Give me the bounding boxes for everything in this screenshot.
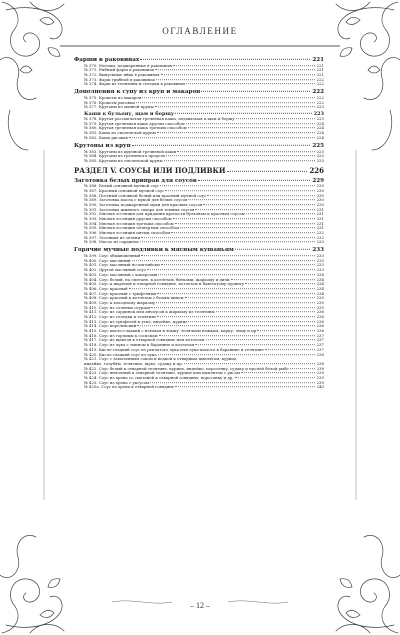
dot-leader [173, 218, 315, 219]
dot-leader [198, 179, 311, 180]
entry-page-number: 233 [316, 262, 324, 268]
section-heading[interactable] [74, 57, 324, 64]
toc-entry[interactable] [74, 159, 324, 164]
toc-entry[interactable] [74, 82, 324, 87]
entry-page-number: 239 [316, 370, 324, 376]
dot-leader [159, 335, 315, 336]
entry-page-number: 235 [316, 295, 324, 301]
entry-page-number: 239 [316, 379, 324, 385]
entry-page-number: 222 [316, 99, 324, 105]
dot-leader [175, 387, 314, 388]
toc-entry[interactable] [74, 240, 324, 245]
entry-title: № 401. Соус масляный по-английски [84, 263, 160, 268]
entry-page-number: 234 [316, 290, 324, 296]
entry-page-number: 236 [316, 309, 324, 315]
entry-title: № 419. Кисло-сладкий соус из репчатого лука или лука-шалота к баранине и телятине [84, 347, 264, 352]
entry-title: № 408. Соус красный к котлетам с белым вином [84, 296, 184, 301]
entry-title: № 388. Постный основной белый или красный мучной соус [84, 193, 207, 198]
dot-leader [158, 274, 314, 275]
entry-title: № 378. Крутая рассыпчатая гречневая каша, подаваемая к щам и борщу [84, 117, 235, 122]
dot-leader [236, 118, 315, 119]
corner-flourish-icon [0, 535, 64, 633]
entry-title: № 409. Соус к холодному жаркому [84, 300, 156, 305]
entry-title: № 393. Мясная эссенция другим способом [84, 216, 172, 221]
dot-leader [173, 65, 314, 66]
entry-title: № 400. Соус масляный [84, 258, 131, 263]
entry-page-number: 230 [316, 201, 324, 207]
section-heading[interactable] [74, 89, 324, 96]
entry-title: № 392. Мясная эссенция для придания крепости бульонам и красным соусам [84, 212, 245, 217]
entry-title: № 407. Соус красный с трюфелями [84, 291, 157, 296]
entry-page-number: 222 [316, 76, 324, 82]
entry-title: № 416. Соус из горчицы к сосискам [84, 333, 158, 338]
dot-leader [235, 249, 310, 250]
entry-title: № 420. Кисло-сладкий соус из лука [84, 352, 157, 357]
entry-page-number: 236 [316, 314, 324, 319]
entry-page-number: 231 [316, 220, 324, 226]
entry-title: № 371. Рыбный фарш в раковинах [84, 68, 155, 73]
dot-leader [155, 107, 315, 108]
dot-leader [175, 113, 312, 114]
entry-title: № 384. Крутоны из гречневого продела [84, 154, 166, 159]
dot-leader [164, 160, 315, 161]
entry-page-number: 225 [316, 153, 324, 159]
dot-leader [160, 185, 314, 186]
dot-leader [195, 209, 314, 210]
entry-title: № 370. Молоки, поджаренные в раковинах [84, 63, 173, 68]
entry-title: № 382. Каша рисовая [84, 135, 128, 140]
dot-leader [216, 312, 315, 313]
section-heading[interactable] [74, 247, 324, 254]
entry-title: № 417. Соус из щавеля к отварной говядине или котлетам [84, 338, 205, 343]
entry-page-number: 224 [316, 120, 324, 126]
dot-leader [157, 293, 314, 294]
dot-leader [129, 288, 315, 289]
entry-title: № 383. Крутоны из крупной гречневой каши [84, 149, 177, 154]
entry-page-number: 235 [316, 299, 324, 305]
dot-leader [257, 330, 314, 331]
section-title: Горячие мучные подливки к мясным кушаньям [74, 247, 234, 254]
dot-leader [155, 69, 315, 70]
entry-title: № 399. Соус обыкновенный [84, 254, 141, 259]
dot-leader [157, 132, 315, 133]
entry-page-number: 239 [316, 374, 324, 380]
dot-leader [180, 228, 314, 229]
section-title: Каши к бульону, щам и борщу [84, 111, 175, 118]
entry-page-number: 237 [316, 337, 324, 343]
entry-page-number: 221 [316, 67, 324, 73]
entry-title: № 377. Крутоны из манной крупы [84, 105, 154, 110]
entry-page-number: 230 [316, 192, 324, 198]
entry-title: № 396. Мясная эссенция пятым способом [84, 231, 171, 236]
entry-page-number: 233 [316, 257, 324, 263]
dot-leader [132, 260, 315, 261]
entry-page-number: 222 [316, 95, 324, 101]
dot-leader [137, 326, 314, 327]
dot-leader [188, 128, 315, 129]
dot-leader [129, 137, 315, 138]
entry-page-number: 231 [316, 206, 324, 212]
entry-page-number: 233 [316, 239, 324, 245]
dot-leader [156, 302, 314, 303]
dot-leader [166, 155, 314, 156]
entry-title: № 387. Красный основной мучной соус [84, 188, 165, 193]
dot-leader [142, 97, 314, 98]
entry-title: № 381. Каша из смоленской крупы [84, 131, 156, 136]
section-title: Крутоны из круп [74, 142, 131, 149]
dot-leader [231, 279, 315, 280]
entry-page-number: 240 [316, 384, 324, 390]
entry-page-number: 237 [316, 342, 324, 348]
table-of-contents [74, 57, 324, 390]
entry-title: № 385. Крутоны из смоленской крупы [84, 158, 163, 163]
dot-leader [171, 232, 314, 233]
dot-leader [140, 59, 310, 60]
entry-page-number: 238 [316, 365, 324, 371]
dot-leader [227, 171, 308, 172]
entry-title: № 415. Соус кисло-сладкий с изюмом к языку, телячьим ножкам, карпу, лещу и пр [84, 329, 257, 334]
entry-title: № 423. Соус яичочный к отварной телятине, курице или цыплятам с рисом [84, 371, 240, 376]
dot-leader [201, 91, 310, 92]
entry-title: № 386. Белый основной мучной соус [84, 184, 160, 189]
dot-leader [188, 199, 314, 200]
entry-title: № 421. Соус с замоченным соком и водкой к отварным цыплятам, курице, [84, 356, 238, 362]
dot-leader [241, 372, 315, 373]
section-title: Фарши в раковинах [74, 57, 140, 63]
dot-leader [141, 255, 314, 256]
section-page-number: 221 [312, 57, 324, 63]
entry-title: № 414. Соус королевский [84, 324, 137, 329]
entry-title: № 372. Выпускные яйца в раковинах [84, 72, 160, 77]
entry-title: № 425а. Соус из хрена к отварной говядине [84, 385, 175, 390]
entry-page-number: 222 [316, 81, 324, 87]
page-number: – 12 – [190, 601, 210, 610]
section-title: Дополнения к супу из круп и макарон [74, 89, 201, 96]
dot-leader [207, 195, 314, 196]
dot-leader [265, 349, 315, 350]
entry-page-number: 233 [316, 267, 324, 273]
page-header: ОГЛАВЛЕНИЕ [162, 26, 238, 36]
entry-title: № 395. Мясная эссенция четвертым способом [84, 226, 180, 231]
entry-page-number: 236 [316, 318, 324, 324]
entry-page-number: 236 [316, 328, 324, 334]
entry-page-number: 230 [316, 187, 324, 193]
entry-title: № 406. Соус красный [84, 286, 128, 291]
entry-page-number: 234 [316, 281, 324, 287]
entry-title: № 397. Эссенция из зелени [84, 235, 141, 240]
dot-leader [245, 283, 314, 284]
section-page-number: 222 [312, 89, 324, 96]
entry-page-number: 221 [316, 62, 324, 68]
entry-title: № 411. Соус из сардинок или анчоусов к жаркому из телятины [84, 310, 215, 315]
entry-title: № 402. Другой масляный соус [84, 268, 146, 273]
dot-leader [132, 145, 311, 146]
toc-entry[interactable] [74, 357, 324, 366]
entry-page-number: 221 [316, 71, 324, 77]
section-heading[interactable] [74, 167, 324, 175]
entry-title: № 404. Соус белый, на сметане, к котлетам, битками, жаркому и дичи [84, 277, 230, 282]
entry-page-number: 224 [316, 134, 324, 140]
dot-leader [203, 204, 314, 205]
entry-title: № 373. Фарш грибной в раковинах [84, 77, 155, 82]
section-title: РАЗДЕЛ V. СОУСЫ ИЛИ ПОДЛИВКИ [74, 165, 226, 175]
dot-leader [206, 340, 315, 341]
toc-entry[interactable] [74, 105, 324, 110]
entry-title: № 394. Мясная эссенция третьим способом [84, 221, 174, 226]
dot-leader [188, 321, 314, 322]
toc-entry[interactable] [74, 385, 324, 390]
entry-page-number: 238 [316, 351, 324, 357]
entry-page-number: 225 [316, 148, 324, 154]
dot-leader [290, 368, 315, 369]
entry-title: № 413. Соус из трюфелей к утке, индейке, курице [84, 319, 188, 324]
dot-leader [186, 84, 314, 85]
section-page-number: 226 [309, 165, 324, 175]
entry-page-number: 233 [316, 253, 324, 259]
entry-title: № 374. Фарш из телятины и селедки в раковинах [84, 82, 186, 87]
entry-title: № 405. Соус к жареной и отварной говядине, котлетам и баветатому пудингу [84, 282, 245, 287]
section-heading[interactable] [74, 143, 324, 150]
section-heading[interactable] [74, 178, 324, 185]
dot-leader [156, 79, 315, 80]
entry-title: № 410. Соус из соленых огурцов [84, 305, 151, 310]
entry-page-number: 234 [316, 271, 324, 277]
entry-title: № 376. Крокеты рисовые [84, 100, 136, 105]
dot-leader [195, 344, 314, 345]
section-title: Заготовка белых приправ для соусов [74, 177, 197, 184]
section-page-number: 225 [312, 142, 324, 149]
entry-page-number: 232 [316, 234, 324, 240]
dot-leader [235, 377, 315, 378]
toc-entry[interactable] [74, 136, 324, 141]
entry-page-number: 224 [316, 125, 324, 131]
section-page-number: 223 [313, 111, 324, 118]
dot-leader [158, 354, 315, 355]
entry-title: № 422. Соус белый к отварной телятине, курице, индейке, поросенку, судаку и прочей белой рыбе [84, 366, 289, 371]
entry-title: № 403. Соус масляный с каперсами [84, 272, 158, 277]
entry-page-number: 223 [316, 116, 324, 122]
entry-page-number: 225 [316, 157, 324, 163]
entry-title: № 412. Соус из селедки к телятине [84, 315, 157, 319]
dot-leader [150, 382, 314, 383]
corner-flourish-icon [0, 2, 64, 150]
entry-page-number: 231 [316, 215, 324, 221]
entry-title: № 418. Соус из лука с тмином к баранине и котлетам [84, 343, 195, 348]
entry-page-number: 230 [316, 197, 324, 203]
dot-leader [140, 242, 315, 243]
entry-page-number: 237 [316, 332, 324, 338]
entry-page-number: 238 [316, 360, 324, 366]
dot-leader [165, 190, 314, 191]
entry-title: № 391. Заготовка жженого сахара для темных соусов [84, 207, 195, 212]
entry-page-number: 236 [316, 323, 324, 329]
entry-page-number: 237 [316, 346, 324, 352]
dot-leader [184, 363, 315, 364]
entry-page-number: 234 [316, 276, 324, 282]
dot-leader [186, 123, 315, 124]
entry-title: № 390. Заготовка поджаренной муки для красных соусов [84, 202, 203, 207]
entry-title: № 379. Крутая гречневая каша другим способом [84, 121, 185, 126]
entry-page-number: 232 [316, 230, 324, 236]
entry-page-number: 231 [316, 225, 324, 231]
entry-title: № 398. Масло из сардинок [84, 240, 139, 245]
dot-leader [175, 223, 315, 224]
entry-page-number: 235 [316, 304, 324, 310]
entry-title: № 375. Крокеты из макарон [84, 96, 142, 101]
entry-page-number: 223 [316, 104, 324, 110]
entry-page-number: 234 [316, 285, 324, 291]
dot-leader [161, 265, 315, 266]
dot-leader [147, 269, 315, 270]
dot-leader [161, 74, 315, 75]
corner-flourish-icon [336, 535, 400, 633]
dot-leader [157, 316, 314, 317]
dot-leader [141, 237, 314, 238]
entry-title: № 389. Заготовка масла с мукой для белых соусов [84, 198, 188, 203]
entry-title-continued: индейке, голубям, телятине, щуке, судаку и пр. [84, 360, 184, 366]
section-page-number: 229 [312, 177, 324, 184]
corner-flourish-icon [336, 2, 400, 150]
entry-page-number: 230 [316, 183, 324, 189]
dot-leader [246, 213, 315, 214]
dot-leader [136, 102, 314, 103]
dot-leader [151, 307, 314, 308]
entry-title: № 424. Соус из хрена со сметаной к отварной говядине, поросенку и др. [84, 375, 234, 380]
dot-leader [185, 297, 315, 298]
section-page-number: 233 [312, 247, 324, 254]
entry-title: № 425. Соус из хрена с уксусом [84, 380, 150, 385]
entry-page-number: 224 [316, 130, 324, 136]
entry-title: № 380. Крутая гречневая каша третьим способом [84, 126, 187, 131]
entry-page-number: 231 [316, 211, 324, 217]
dot-leader [177, 151, 314, 152]
